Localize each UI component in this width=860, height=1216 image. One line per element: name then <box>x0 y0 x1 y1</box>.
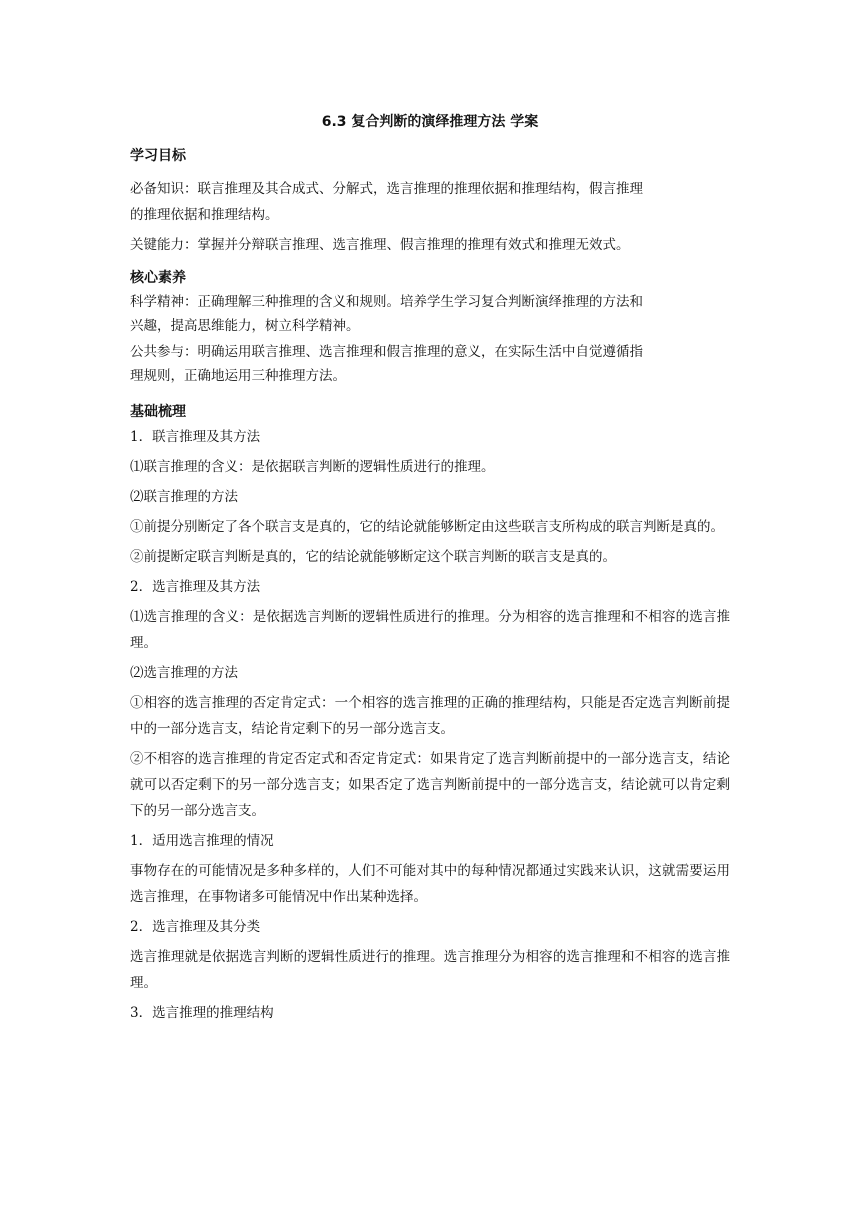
paragraph-public-participation <box>130 340 730 388</box>
list-item: ⑴联言推理的含义：是依据联言判断的逻辑性质进行的推理。 <box>130 459 495 475</box>
heading-core-literacy: 核心素养 <box>130 270 186 286</box>
list-item: ①前提分别断定了各个联言支是真的，它的结论就能够断定由这些联言支所构成的联言判断是真的。 <box>130 519 724 535</box>
list-item: 1．适用选言推理的情况 <box>130 833 274 849</box>
list-item: 2．选言推理及其方法 <box>130 579 261 595</box>
list-item: ⑵联言推理的方法 <box>130 489 238 505</box>
text-line: 必备知识：联言推理及其合成式、分解式，选言推理的推理依据和推理结构，假言推理 <box>130 181 643 197</box>
list-item: ②前提断定联言判断是真的，它的结论就能够断定这个联言判断的联言支是真的。 <box>130 549 616 565</box>
list-item: ②不相容的选言推理的肯定否定式和否定肯定式：如果肯定了选言判断前提中的一部分选言支，结论就可以否定剩下的另一部分选言支；如果否定了选言判断前提中的一部分选言支，结论就可以肯定剩下的另一部分选言支。 <box>130 751 730 819</box>
paragraph-essential-knowledge <box>130 176 730 228</box>
text-line: 公共参与：明确运用联言推理、选言推理和假言推理的意义，在实际生活中自觉遵循指 <box>130 344 643 360</box>
list-item: 1．联言推理及其方法 <box>130 429 261 445</box>
document-page <box>130 112 730 1030</box>
list-item: 3．选言推理的推理结构 <box>130 1005 274 1021</box>
document-title: 6.3 复合判断的演绎推理方法 学案 <box>321 114 539 130</box>
list-item: 事物存在的可能情况是多种多样的，人们不可能对其中的每种情况都通过实践来认识，这就需要运用选言推理，在事物诸多可能情况中作出某种选择。 <box>130 863 730 905</box>
heading-basic-review: 基础梳理 <box>130 404 186 420</box>
paragraph-key-ability: 关键能力：掌握并分辩联言推理、选言推理、假言推理的推理有效式和推理无效式。 <box>130 237 630 253</box>
text-line: 的推理依据和推理结构。 <box>130 207 279 223</box>
list-item: ⑵选言推理的方法 <box>130 665 238 681</box>
text-line: 兴趣，提高思维能力，树立科学精神。 <box>130 318 360 334</box>
heading-learning-goals: 学习目标 <box>130 148 186 164</box>
text-line: 科学精神：正确理解三种推理的含义和规则。培养学生学习复合判断演绎推理的方法和 <box>130 294 643 310</box>
list-item: ⑴选言推理的含义：是依据选言判断的逻辑性质进行的推理。分为相容的选言推理和不相容的选言推理。 <box>130 609 730 651</box>
list-item: 选言推理就是依据选言判断的逻辑性质进行的推理。选言推理分为相容的选言推理和不相容的选言推理。 <box>130 949 730 991</box>
paragraph-scientific-spirit <box>130 290 730 338</box>
list-item: ①相容的选言推理的否定肯定式：一个相容的选言推理的正确的推理结构，只能是否定选言判断前提中的一部分选言支，结论肯定剩下的另一部分选言支。 <box>130 695 730 737</box>
list-item: 2．选言推理及其分类 <box>130 919 261 935</box>
text-line: 理规则，正确地运用三种推理方法。 <box>130 368 346 384</box>
